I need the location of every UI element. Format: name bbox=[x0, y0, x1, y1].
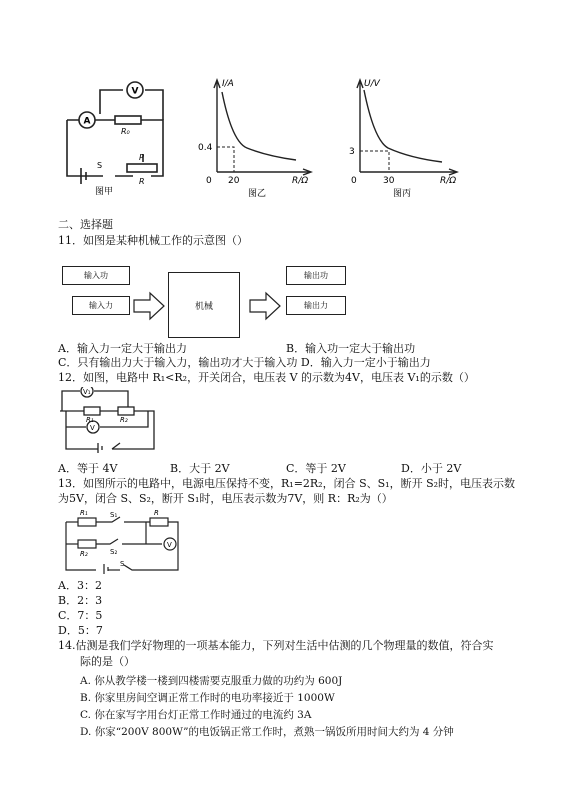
rheostat-label: R bbox=[139, 177, 145, 186]
yi-y-axis-label: I/A bbox=[222, 79, 234, 89]
figure-yi-caption: 图乙 bbox=[248, 189, 267, 199]
q13-option-a: A．3：2 bbox=[58, 579, 102, 592]
q13-r1-label: R₁ bbox=[80, 509, 88, 517]
q14-option-c: C. 你在家写字用台灯正常工作时通过的电流约 3A bbox=[80, 709, 312, 721]
output-work-box: 输出功 bbox=[286, 266, 346, 285]
bing-y-tick: 3 bbox=[349, 147, 355, 157]
r0-label: R₀ bbox=[121, 127, 130, 136]
output-force-box: 输出力 bbox=[286, 296, 346, 315]
slider-label: P bbox=[139, 153, 144, 162]
machine-box: 机械 bbox=[168, 272, 240, 338]
q13-stem-line2: 为5V，闭合 S、S₂，断开 S₁时，电压表示数为7V，则 R：R₂为（） bbox=[58, 492, 393, 505]
voltmeter-label: V bbox=[131, 86, 139, 97]
q14-option-d: D. 你家“200V 800W”的电饭锅正常工作时，煮熟一锅饭所用时间大约为 4 分钟 bbox=[80, 726, 454, 738]
q12-stem: 12．如图，电路中 R₁<R₂，开关闭合，电压表 V 的示数为4V，电压表 V₁的示数（） bbox=[58, 371, 475, 384]
q12-r2-label: R₂ bbox=[120, 416, 128, 424]
figure-yi-graph bbox=[192, 72, 324, 200]
figure-jia-caption: 图甲 bbox=[95, 187, 114, 197]
q14-stem-line1: 14.估测是我们学好物理的一项基本能力，下列对生活中估测的几个物理量的数值，符合实 bbox=[58, 639, 494, 652]
q13-stem-line1: 13．如图所示的电路中，电源电压保持不变，R₁=2R₂，闭合 S、S₁，断开 S₂时，电压表示数 bbox=[58, 477, 516, 490]
switch-label: S bbox=[97, 161, 103, 170]
q11-option-b: B．输入功一定大于输出功 bbox=[286, 342, 416, 355]
q12-option-c: C．等于 2V bbox=[286, 462, 346, 475]
arrow-right-icon bbox=[248, 291, 282, 321]
bing-x-axis-label: R/Ω bbox=[440, 176, 457, 186]
q13-s-label: S bbox=[120, 560, 125, 568]
q12-v1-label: V₁ bbox=[83, 388, 91, 396]
figure-bing-caption: 图丙 bbox=[393, 189, 412, 199]
q13-option-d: D．5：7 bbox=[58, 624, 103, 637]
q13-v-label: V bbox=[167, 541, 172, 549]
q13-r2-label: R₂ bbox=[80, 550, 88, 558]
section-title: 二、选择题 bbox=[58, 218, 113, 231]
q11-option-a: A．输入力一定大于输出力 bbox=[58, 342, 187, 355]
input-work-box: 输入功 bbox=[62, 266, 130, 285]
yi-origin: 0 bbox=[206, 176, 212, 186]
q12-option-b: B．大于 2V bbox=[170, 462, 230, 475]
q13-s2-label: S₂ bbox=[110, 548, 118, 556]
q14-stem-line2: 际的是（） bbox=[80, 655, 135, 668]
figure-bing-graph bbox=[338, 72, 473, 200]
bing-y-axis-label: U/V bbox=[364, 79, 380, 89]
q12-option-d: D．小于 2V bbox=[401, 462, 462, 475]
bing-origin: 0 bbox=[351, 176, 357, 186]
q11-stem: 11．如图是某种机械工作的示意图（） bbox=[58, 234, 248, 247]
q13-r-label: R bbox=[154, 509, 159, 517]
q14-option-a: A. 你从教学楼一楼到四楼需要克服重力做的功约为 600J bbox=[80, 675, 343, 687]
q13-s1-label: S₁ bbox=[110, 511, 118, 519]
q14-option-b: B. 你家里房间空调正常工作时的电功率接近于 1000W bbox=[80, 692, 335, 704]
ammeter-label: A bbox=[83, 116, 91, 127]
q12-option-a: A．等于 4V bbox=[58, 462, 118, 475]
yi-x-axis-label: R/Ω bbox=[292, 176, 309, 186]
yi-y-tick: 0.4 bbox=[198, 143, 213, 153]
q12-v-label: V bbox=[90, 424, 95, 432]
q13-option-b: B．2：3 bbox=[58, 594, 103, 607]
q13-circuit bbox=[60, 508, 190, 574]
q12-circuit bbox=[58, 387, 158, 453]
bing-x-tick: 30 bbox=[383, 176, 395, 186]
input-force-box: 输入力 bbox=[72, 296, 130, 315]
q13-option-c: C．7：5 bbox=[58, 609, 103, 622]
arrow-right-icon bbox=[132, 291, 166, 321]
q12-r1-label: R₁ bbox=[86, 416, 94, 424]
q11-option-cd: C．只有输出力大于输入力，输出功才大于输入功 D．输入力一定小于输出力 bbox=[58, 356, 431, 369]
yi-x-tick: 20 bbox=[228, 176, 240, 186]
figure-jia-circuit bbox=[55, 68, 175, 198]
